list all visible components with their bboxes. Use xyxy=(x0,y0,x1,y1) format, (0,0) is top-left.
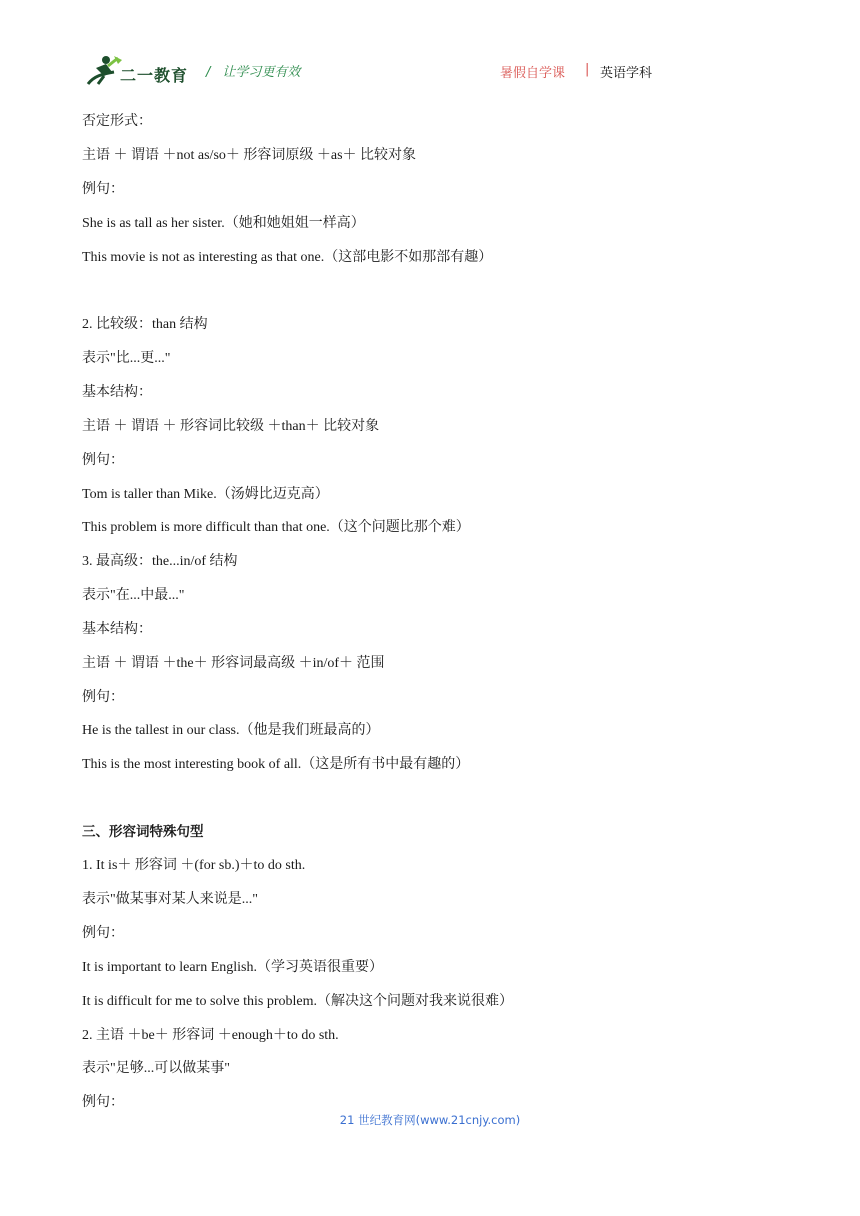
example-sentence: It is difficult for me to solve this problem.（解决这个问题对我来说很难） xyxy=(82,994,513,1009)
example-sentence: She is as tall as her sister.（她和她姐姐一样高） xyxy=(82,216,365,231)
page-header xyxy=(0,0,860,100)
text-line: 基本结构： xyxy=(82,622,152,637)
text-line: 表示"做某事对某人来说是..." xyxy=(82,892,258,907)
subject-name: 英语学科 xyxy=(600,66,653,81)
subsection-heading: 1. It is＋ 形容词 ＋(for sb.)＋to do sth. xyxy=(82,858,306,873)
example-sentence: It is important to learn English.（学习英语很重要） xyxy=(82,960,383,975)
logo xyxy=(84,54,190,88)
text-line: 表示"足够...可以做某事" xyxy=(82,1061,230,1076)
header-divider: | xyxy=(585,62,590,77)
slogan-separator: / xyxy=(206,65,211,80)
page-footer: 21 世纪教育网(www.21cnjy.com) xyxy=(339,1113,521,1127)
section-heading: 三、形容词特殊句型 xyxy=(82,824,204,840)
text-line: 否定形式： xyxy=(82,114,152,129)
subsection-heading: 3. 最高级：the...in/of 结构 xyxy=(82,554,238,569)
logo-text: 二一教育 xyxy=(120,66,189,85)
runner-icon xyxy=(84,54,124,88)
text-line: 表示"比...更..." xyxy=(82,351,171,366)
course-name: 暑假自学课 xyxy=(500,66,566,81)
text-line: 例句： xyxy=(82,926,124,941)
slogan-text: 让学习更有效 xyxy=(222,65,301,80)
text-line: 例句： xyxy=(82,690,124,705)
text-line: 主语 ＋ 谓语 ＋ 形容词比较级 ＋than＋ 比较对象 xyxy=(82,419,380,434)
example-sentence: This is the most interesting book of all.（这是所有书中最有趣的） xyxy=(82,757,470,772)
slogan xyxy=(206,61,300,80)
text-line: 表示"在...中最..." xyxy=(82,588,185,603)
text-line: 基本结构： xyxy=(82,385,152,400)
subsection-heading: 2. 主语 ＋be＋ 形容词 ＋enough＋to do sth. xyxy=(82,1028,339,1043)
subsection-heading: 2. 比较级：than 结构 xyxy=(82,317,208,332)
text-line: 例句： xyxy=(82,182,124,197)
text-line: 主语 ＋ 谓语 ＋the＋ 形容词最高级 ＋in/of＋ 范围 xyxy=(82,656,385,671)
example-sentence: He is the tallest in our class.（他是我们班最高的） xyxy=(82,723,380,738)
example-sentence: This problem is more difficult than that one.（这个问题比那个难） xyxy=(82,520,470,535)
text-line: 例句： xyxy=(82,1095,124,1110)
example-sentence: This movie is not as interesting as that one.（这部电影不如那部有趣） xyxy=(82,250,493,265)
example-sentence: Tom is taller than Mike.（汤姆比迈克高） xyxy=(82,487,329,502)
text-line: 例句： xyxy=(82,453,124,468)
text-line: 主语 ＋ 谓语 ＋not as/so＋ 形容词原级 ＋as＋ 比较对象 xyxy=(82,148,417,163)
